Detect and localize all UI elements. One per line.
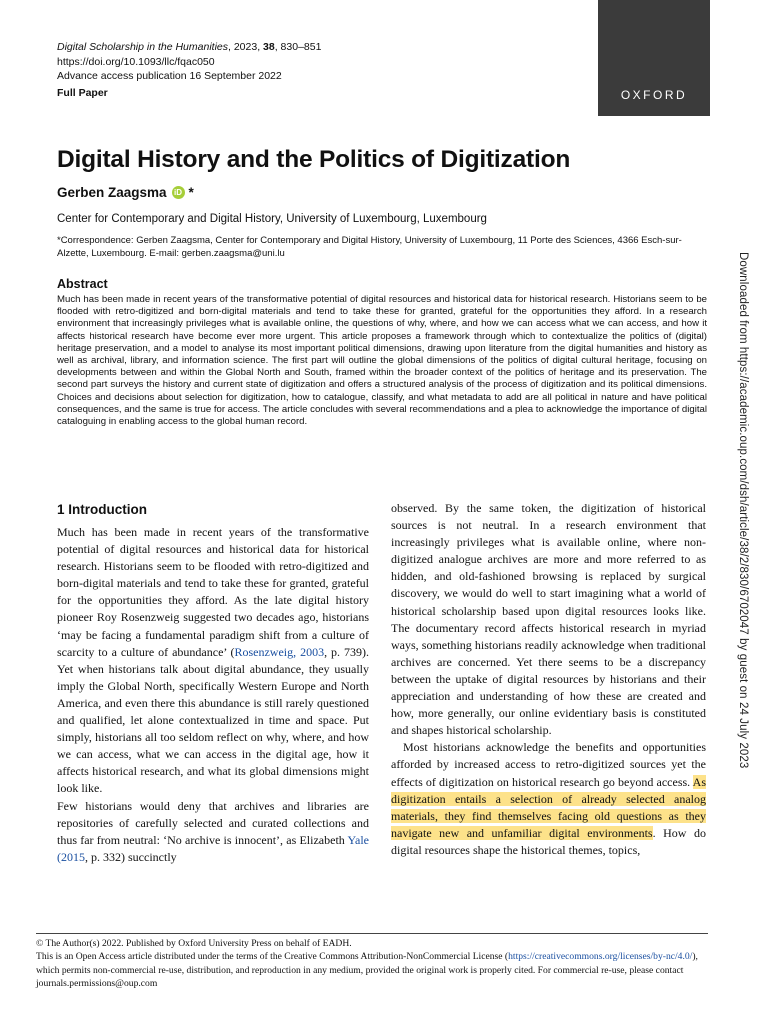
correspondence: *Correspondence: Gerben Zaagsma, Center for Contemporary and Digital History, University of Luxembourg, 11 Porte des Sciences, 4366 Esch-sur-Alzette, Luxembourg. E-mail: gerben.zaagsma@uni.lu — [57, 235, 682, 259]
paragraph: observed. By the same token, the digitization of historical sources is not neutral. In a research environment that increasingly privileges what is available online, where non-digitized analogue archives are more and more referred to as hidden, and old-fashioned browsing is replaced by surgical discovery, we would do well to start imagining what a world of historical scholarship based upon digital resources looks like. The documentary record affects historical research in myriad ways, something historians readily acknowledge when traditional archives are concerned. Yet there seems to be a discrepancy between the uptake of digital resources by historians and their appreciation and understanding of how these are created and how, more generally, our online evidentiary basis is constituted and shapes historical scholarship. — [391, 501, 706, 738]
copyright-line: © The Author(s) 2022. Published by Oxford University Press on behalf of EADH. — [36, 938, 352, 949]
paragraph: Most historians acknowledge the benefits and opportunities afforded by increased access to retro-digitized sources yet the effects of digitization on historical research go beyond access. As digitization entails a selection of already selected analog materials, they find themselves facing old questions as they navigate new and unfamiliar digital environments. How do digital resources shape the historical themes, topics, — [391, 740, 706, 857]
paragraph: Much has been made in recent years of the transformative potential of digital resources and historical data for historical research. Historians seem to be flooded with retro-digitized and born-digital materials and tend to take these for granted, grateful for the opportunities they afford. As the late digital history pioneer Roy Rosenzweig suggested two decades ago, historians ‘may be facing a fundamental paradigm shift from a culture of scarcity to a culture of abundance’ (Rosenzweig, 2003, p. 739). Yet when historians talk about digital abundance, they usually imply the Global North, specifically Western Europe and North America, and even there this abundance is still rarely questioned and qualified, let alone contextualized in time and space. Put simply, historians all too seldom reflect on why, where, and how we can access, what we can access in the digital age, how it affects historical research, and what its global dimensions might look like. — [57, 525, 369, 796]
doi-link[interactable]: https://doi.org/10.1093/llc/fqac050 — [57, 55, 215, 68]
abstract-heading: Abstract — [57, 277, 108, 291]
correspondence-mark: * — [188, 185, 194, 200]
oxford-logo: OXFORD — [598, 0, 710, 116]
license-text: This is an Open Access article distributed under the terms of the Creative Commons Attribution-NonCommercial License (https://creativecommons.org/licenses/by-nc/4.0/), which permits non-commercial re-use, distribution, and reproduction in any medium, provided the original work is properly cited. For commercial re-use, please contact journals.permissions@oup.com — [36, 951, 698, 990]
body-column-left — [57, 524, 369, 866]
highlighted-text: As digitization entails a selection of already selected analog materials, they find themselves facing old questions as they navigate new and unfamiliar digital environments — [391, 774, 706, 840]
citation-link-yale[interactable]: Yale — [347, 832, 369, 847]
orcid-icon[interactable]: iD — [172, 186, 185, 199]
journal-citation: Digital Scholarship in the Humanities, 2023, 38, 830–851 — [57, 41, 322, 53]
author-name[interactable]: Gerben Zaagsma — [57, 185, 167, 200]
affiliation: Center for Contemporary and Digital History, University of Luxembourg, Luxembourg — [57, 213, 487, 225]
download-watermark: Downloaded from https://academic.oup.com/dsh/article/38/2/830/6702047 by guest on 24 July 2023 — [737, 252, 749, 769]
article-header — [57, 40, 321, 100]
abstract-text: Much has been made in recent years of the transformative potential of digital resources and historical data for historical research. Historians seem to be flooded with retro-digitized and born-digital materials and tend to take these for granted, grateful for the opportunities they afford. In a research environment that increasingly privileges what is available online, the questions of why, where, and how we can access what we can access, and how it affects historical research have become ever more urgent. This article proposes a framework through which to contextualize the politics of (digital) heritage preservation, and a model to analyse its most important political dimensions, drawing upon literature from the digital humanities and history as well as archival, library, and information science. The first part will outline the global dimensions of the politics of digital cultural heritage, focusing on developments between and within the Global North and South, framed within the broader context of the politics of heritage and its preservation. The second part surveys the history and current state of digitization and offers a structured analysis of the process of digitization and its political dimensions. Choices and decisions about selection for digitization, how to catalogue, classify, and what metadata to add are all political in nature and have political consequences, and the same is true for access. The article concludes with several recommendations and a plea to acknowledge the importance of digital cataloguing in enabling access to the global human record. — [57, 294, 707, 428]
article-type: Full Paper — [57, 86, 108, 99]
license-link[interactable]: https://creativecommons.org/licenses/by-nc/4.0/ — [508, 951, 693, 963]
section-heading-introduction: 1 Introduction — [57, 502, 147, 517]
advance-access: Advance access publication 16 September 2022 — [57, 70, 282, 82]
paragraph: Few historians would deny that archives and libraries are repositories of carefully selected and curated collections and thus far from neutral: ‘No archive is innocent’, as Elizabeth Yale (2015, p. 332) succinctly — [57, 798, 369, 864]
body-column-right — [391, 500, 706, 859]
license-footer — [36, 937, 708, 991]
footer-divider — [36, 933, 708, 934]
author-line — [57, 185, 194, 200]
citation-link-rosenzweig[interactable]: Rosenzweig, 2003 — [234, 644, 325, 659]
article-title: Digital History and the Politics of Digitization — [57, 146, 571, 173]
journal-name: Digital Scholarship in the Humanities — [57, 41, 228, 53]
citation-link-yale-year[interactable]: (2015 — [57, 849, 85, 864]
